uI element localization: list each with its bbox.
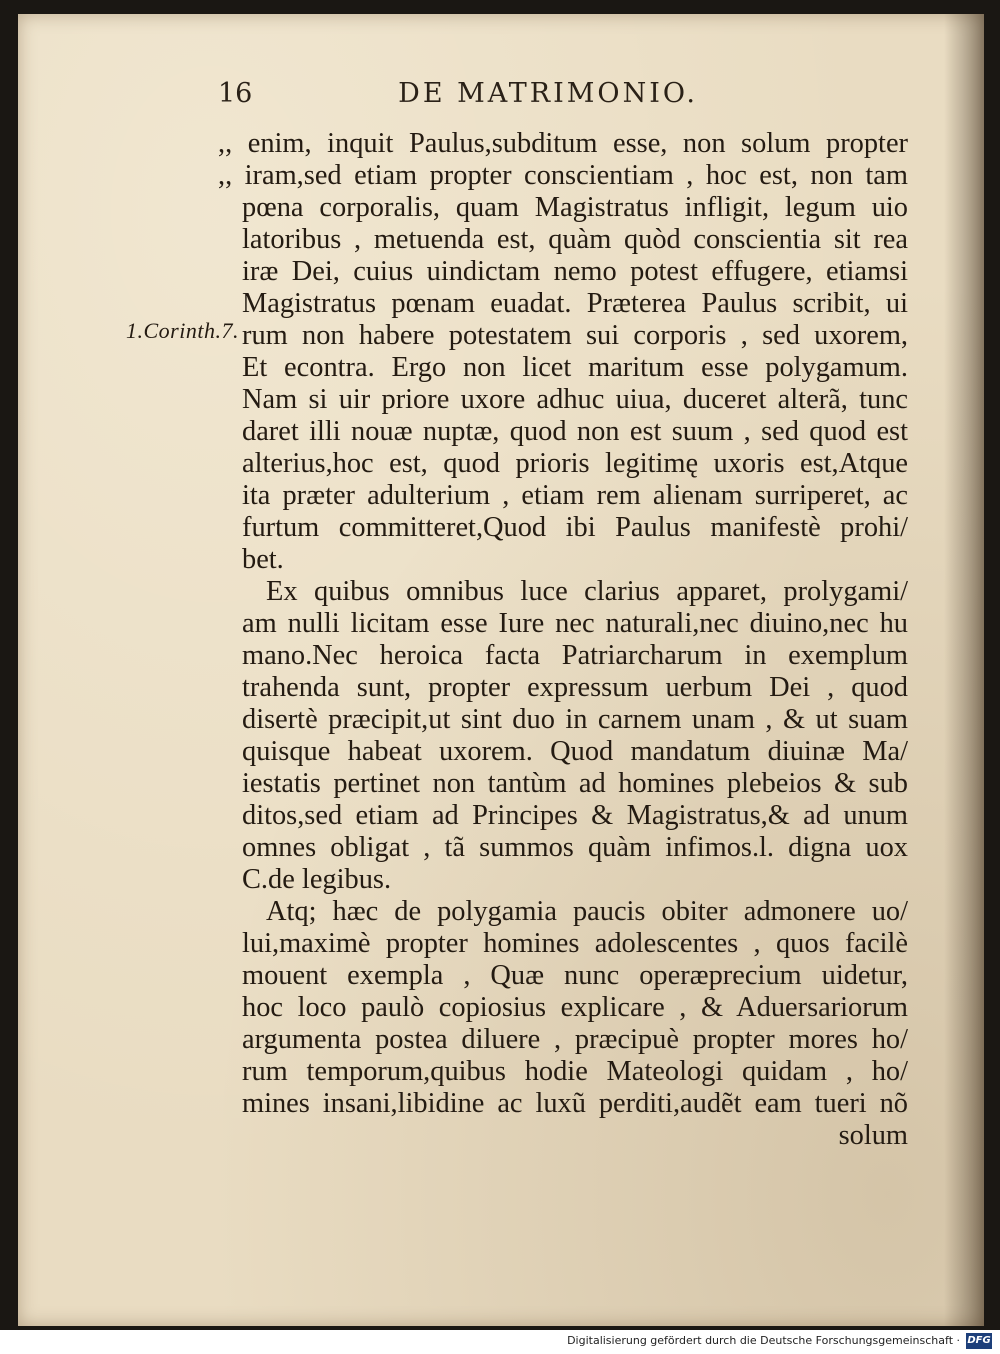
running-head — [218, 78, 698, 122]
spine-shadow — [944, 14, 984, 1326]
text-line: furtum committeret,Quod ibi Paulus manifestè prohi/ — [242, 512, 908, 543]
text-line: disertè præcipit,ut sint duo in carnem unam , & ut suam — [242, 704, 908, 735]
text-line: Nam si uir priore uxore adhuc uiua, duceret alterã, tunc — [242, 384, 908, 415]
text-line: rum temporum,quibus hodie Mateologi quidam , ho/ — [242, 1056, 908, 1087]
page-number: 16 — [218, 78, 253, 109]
text-line: ,, iram,sed etiam propter conscientiam , hoc est, non tam — [218, 160, 908, 191]
text-line: ,, enim, inquit Paulus,subditum esse, non solum propter — [218, 128, 908, 159]
text-line: iræ Dei, cuius uindictam nemo potest effugere, etiamsi — [242, 256, 908, 287]
text-line: pœna corporalis, quam Magistratus infligit, legum uio — [242, 192, 908, 223]
text-line: Et econtra. Ergo non licet maritum esse polygamum. — [242, 352, 908, 383]
text-line: ita præter adulterium , etiam rem alienam surriperet, ac — [242, 480, 908, 511]
text-line: hoc loco paulò copiosius explicare , & Aduersariorum — [242, 992, 908, 1023]
footer-bar — [0, 1330, 1000, 1354]
text-line: quisque habeat uxorem. Quod mandatum diuinæ Ma/ — [242, 736, 908, 767]
funding-credit: Digitalisierung gefördert durch die Deutsche Forschungsgemeinschaft · — [567, 1334, 960, 1347]
catchword: solum — [838, 1120, 908, 1151]
text-line: daret illi nouæ nuptæ, quod non est suum , sed quod est — [242, 416, 908, 447]
text-line: argumenta postea diluere , præcipuè propter mores ho/ — [242, 1024, 908, 1055]
margin-note: 1.Corinth.7. — [126, 318, 239, 343]
text-line: iestatis pertinet non tantùm ad homines plebeios & sub — [242, 768, 908, 799]
text-line: mano.Nec heroica facta Patriarcharum in exemplum — [242, 640, 908, 671]
text-line: mines insani,libidine ac luxũ perditi,audẽt eam tueri nõ — [242, 1088, 908, 1119]
text-line: alterius,hoc est, quod prioris legitimę uxoris est,Atque — [242, 448, 908, 479]
text-line: mouent exempla , Quæ nunc operæprecium uidetur, — [242, 960, 908, 991]
running-head-title: DE MATRIMONIO. — [398, 78, 698, 109]
text-line: Atq; hæc de polygamia paucis obiter admonere uo/ — [266, 896, 908, 927]
dfg-logo: DFG — [966, 1333, 992, 1349]
text-line: lui,maximè propter homines adolescentes , quos facilè — [242, 928, 908, 959]
text-line: Ex quibus omnibus luce clarius apparet, prolygami/ — [266, 576, 908, 607]
text-line: bet. — [242, 544, 284, 575]
text-block — [218, 128, 908, 1152]
text-line: ditos,sed etiam ad Principes & Magistratus,& ad unum — [242, 800, 908, 831]
text-line: omnes obligat , tã summos quàm infimos.l. digna uox — [242, 832, 908, 863]
text-line: am nulli licitam esse Iure nec naturali,nec diuino,nec hu — [242, 608, 908, 639]
text-line: C.de legibus. — [242, 864, 392, 895]
text-line: latoribus , metuenda est, quàm quòd conscientia sit rea — [242, 224, 908, 255]
text-line: Magistratus pœnam euadat. Præterea Paulus scribit, ui — [242, 288, 908, 319]
text-line: rum non habere potestatem sui corporis , sed uxorem, — [242, 320, 908, 351]
text-line: trahenda sunt, propter expressum uerbum Dei , quod — [242, 672, 908, 703]
